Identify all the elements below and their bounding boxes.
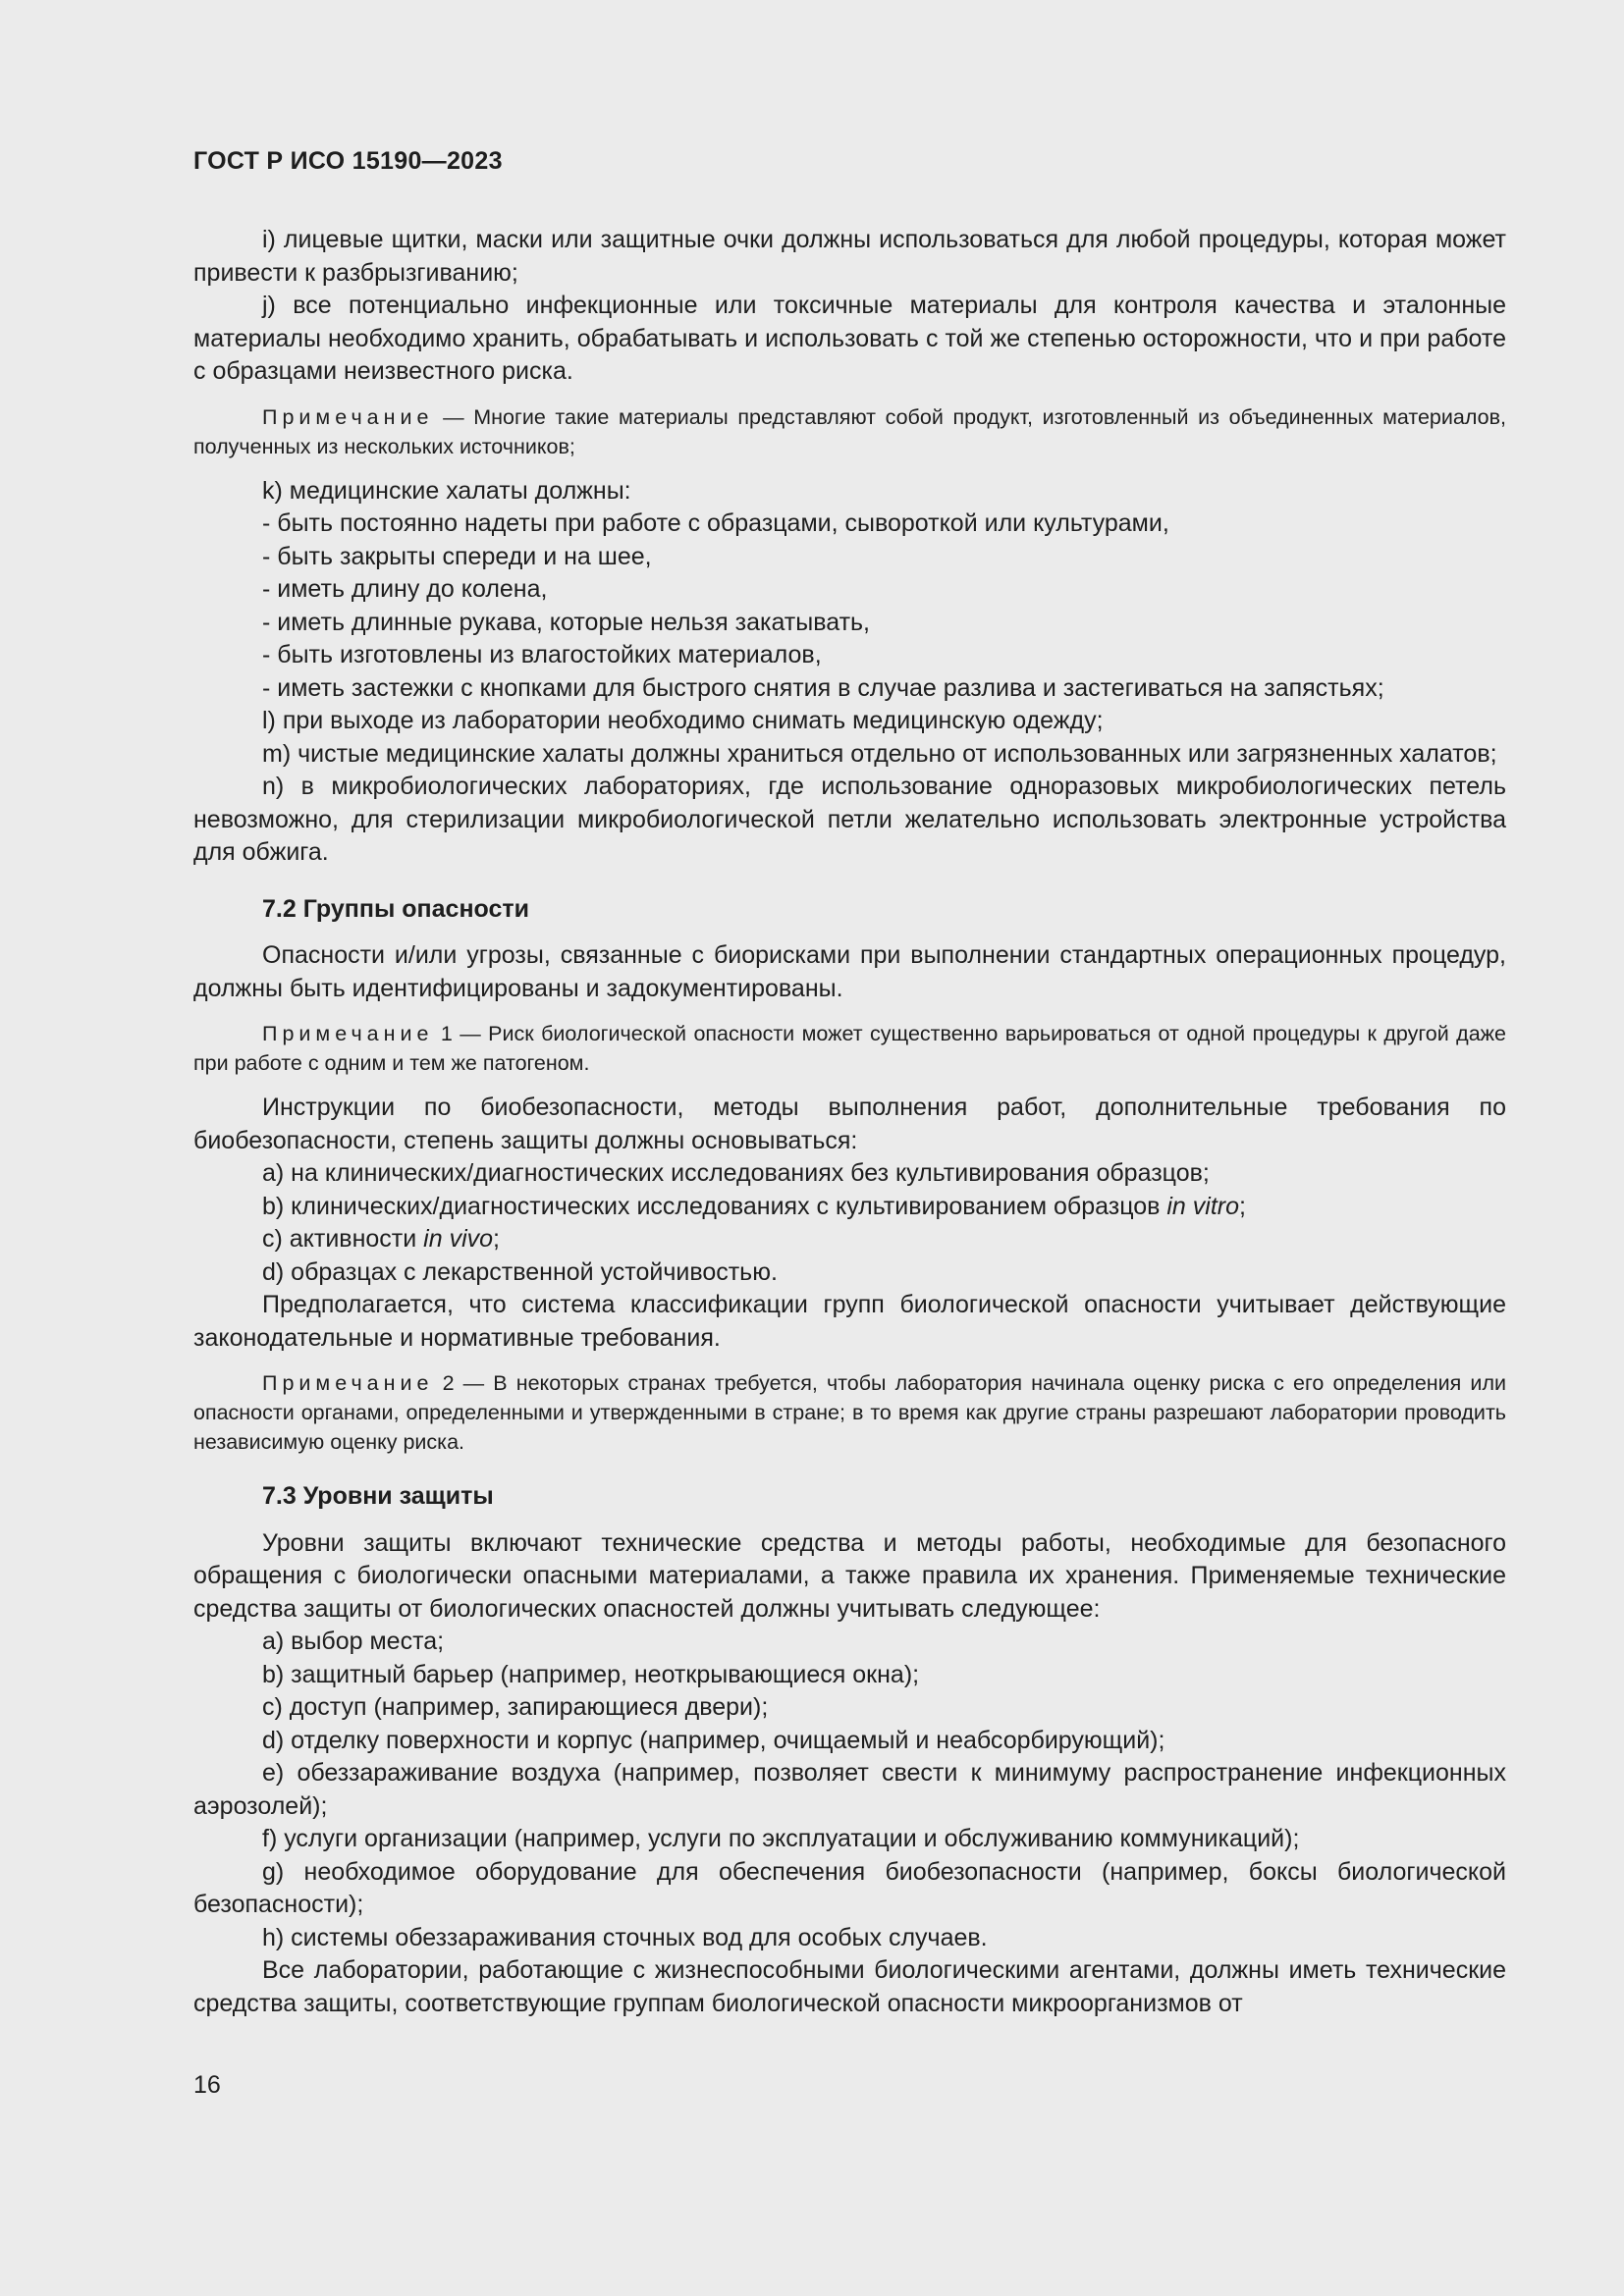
document-header: ГОСТ Р ИСО 15190—2023 [193,147,503,175]
dash-item: - быть изготовлены из влагостойких материалов, [262,641,822,668]
dash-item: - иметь застежки с кнопками для быстрого снятия в случае разлива и застегиваться на запястьях; [262,673,1384,702]
paragraph: Предполагается, что система классификации групп биологической опасности учитывает действующие законодательные и нормативные требования. [193,1291,1506,1352]
paragraph: Инструкции по биобезопасности, методы выполнения работ, дополнительные требования по биобезопасности, степень защиты должны основываться: [193,1094,1506,1154]
note-2 [193,1368,1506,1457]
section-heading-7-2: 7.2 Группы опасности [262,894,529,923]
item-text: b) клинических/диагностических исследованиях с культивированием образцов [262,1192,1167,1220]
note-text: 2 — В некоторых странах требуется, чтобы лаборатория начинала оценку риска с его определения или опасности органами, определенными и утвержденными в стране; в то время как другие страны разрешают лаборатории проводить независимую оценку риска. [193,1371,1506,1454]
page-body [193,224,1506,2020]
list-item: g) необходимое оборудование для обеспечения биобезопасности (например, боксы биологической безопасности); [193,1857,1506,1918]
list-item-a: a) на клинических/диагностических исследованиях без культивирования образцов; [262,1159,1210,1187]
note-1 [193,1019,1506,1078]
list-item-k: k) медицинские халаты должны: [262,476,631,505]
list-item-l: l) при выходе из лаборатории необходимо снимать медицинскую одежду; [262,707,1104,734]
list-item: c) доступ (например, запирающиеся двери); [262,1693,769,1721]
item-text: ; [493,1225,500,1253]
item-italic: in vitro [1166,1192,1240,1220]
note-text: — Многие такие материалы представляют собой продукт, изготовленный из объединенных материалов, полученных из нескольких источников; [193,404,1506,458]
list-item: a) выбор места; [262,1628,445,1655]
list-item: d) отделку поверхности и корпус (например, очищаемый и неабсорбирующий); [262,1726,1165,1754]
note [193,402,1506,461]
dash-item: - иметь длинные рукава, которые нельзя закатывать, [262,608,871,636]
paragraph: Все лаборатории, работающие с жизнеспособными биологическими агентами, должны иметь технические средства защиты, соответствующие группам биологической опасности микроорганизмов от [193,1956,1506,2017]
dash-item: - быть закрыты спереди и на шее, [262,542,652,570]
page-number: 16 [193,2071,221,2099]
list-item-m: m) чистые медицинские халаты должны храниться отдельно от использованных или загрязненных халатов; [262,739,1497,768]
list-item-d: d) образцах с лекарственной устойчивостью. [262,1257,778,1286]
list-item-i: i) лицевые щитки, маски или защитные очки должны использоваться для любой процедуры, которая может привести к разбрызгиванию; [193,226,1506,287]
note-text: 1 — Риск биологической опасности может существенно варьироваться от одной процедуры к другой даже при работе с одним и тем же патогеном. [193,1022,1506,1075]
note-label: Примечание [262,404,434,429]
list-item: h) системы обеззараживания сточных вод для особых случаев. [262,1923,988,1951]
list-item-j: j) все потенциально инфекционные или токсичные материалы для контроля качества и эталонные материалы необходимо хранить, обрабатывать и использовать с той же степенью осторожности, что и при работе с образцами неизвестного риска. [193,292,1506,385]
list-item-c [193,1223,1506,1256]
note-label: Примечание [262,1022,434,1045]
paragraph: Уровни защиты включают технические средства и методы работы, необходимые для безопасного обращения с биологически опасными материалами, а также правила их хранения. Применяемые технические средства защиты от биологических опасностей должны учитывать следующее: [193,1528,1506,1623]
item-italic: in vivo [423,1225,494,1253]
paragraph: Опасности и/или угрозы, связанные с биорисками при выполнении стандартных операционных процедур, должны быть идентифицированы и задокументированы. [193,941,1506,1002]
list-item: b) защитный барьер (например, неоткрывающиеся окна); [262,1660,920,1688]
list-item-n: n) в микробиологических лабораториях, где использование одноразовых микробиологических петель невозможно, для стерилизации микробиологической петли желательно использовать электронные устройства для обжига. [193,773,1506,866]
dash-item: - быть постоянно надеты при работе с образцами, сывороткой или культурами, [262,509,1169,537]
dash-item: - иметь длину до колена, [262,575,548,603]
item-text: c) активности [262,1225,424,1253]
list-item: f) услуги организации (например, услуги по эксплуатации и обслуживанию коммуникаций); [262,1825,1300,1852]
list-item-b [193,1191,1506,1224]
note-label: Примечание [262,1371,434,1395]
item-text: ; [1239,1192,1246,1220]
list-item: e) обеззараживание воздуха (например, позволяет свести к минимуму распространение инфекционных аэрозолей); [193,1759,1506,1820]
section-heading-7-3: 7.3 Уровни защиты [262,1482,494,1510]
